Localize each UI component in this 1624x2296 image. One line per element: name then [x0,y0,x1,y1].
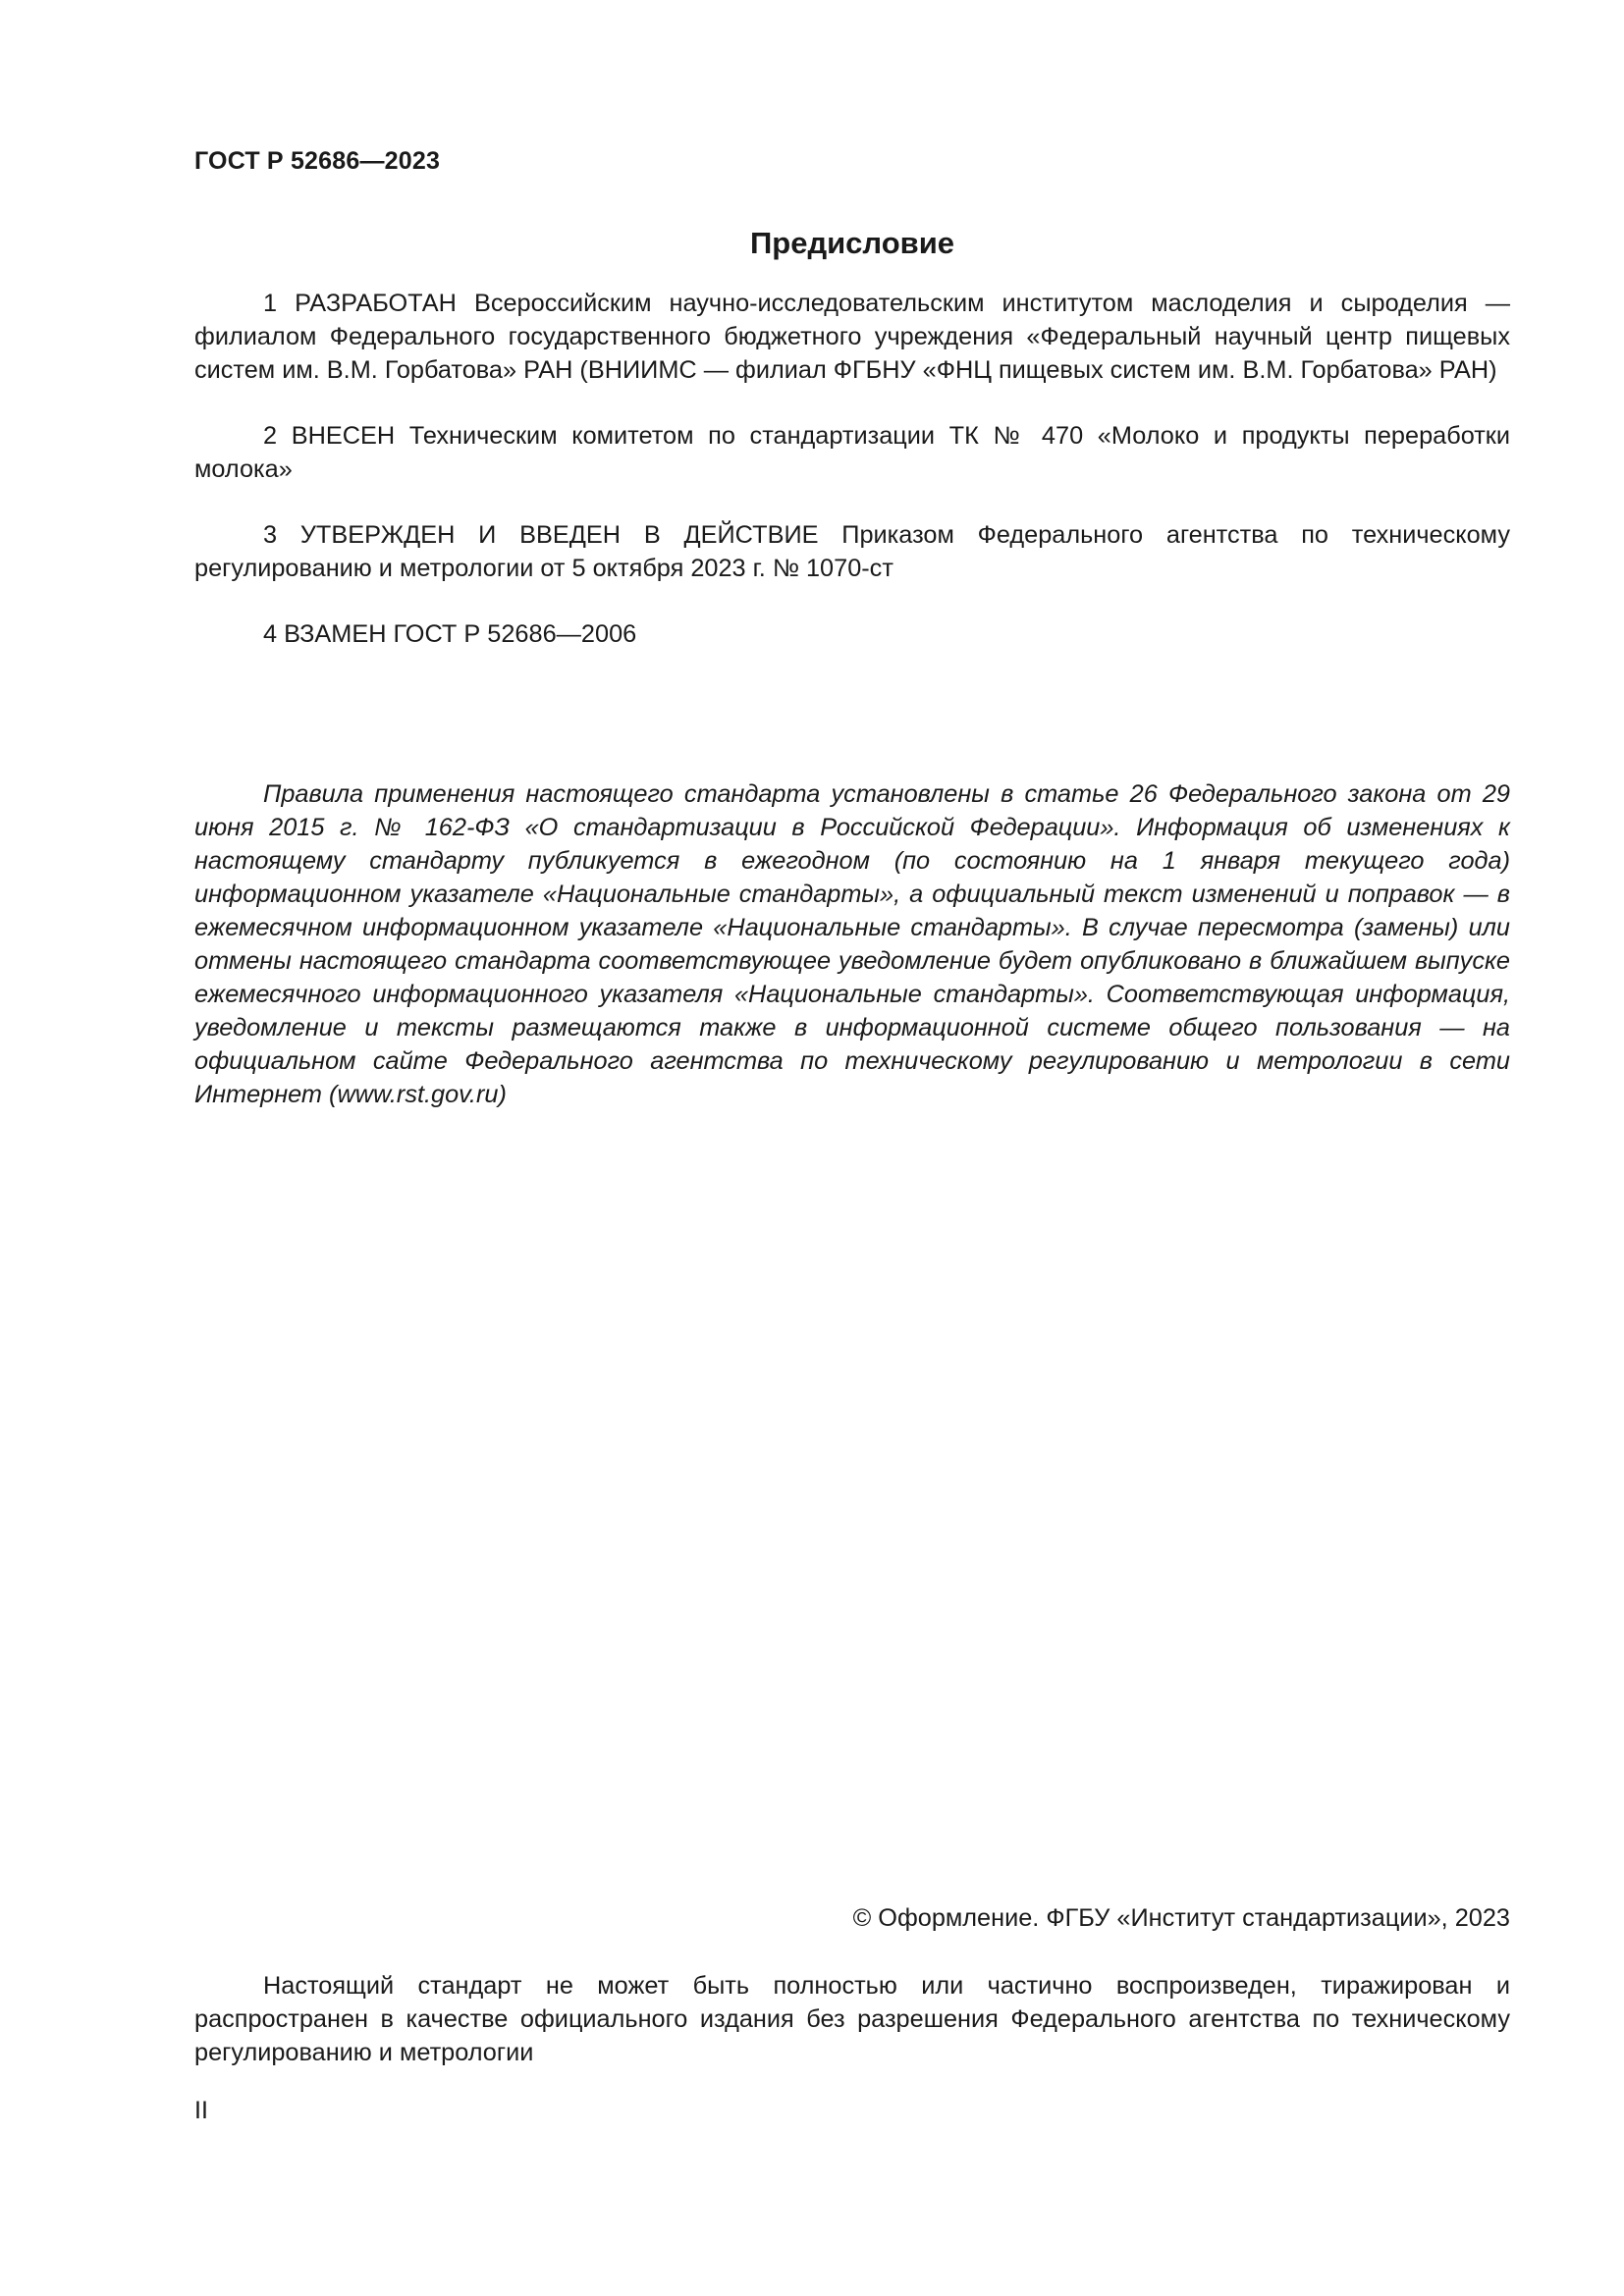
foreword-title: Предисловие [749,226,954,260]
foreword-item-introduced: 2 ВНЕСЕН Техническим комитетом по стандартизации ТК № 470 «Молоко и продукты переработки молока» [194,422,1510,483]
foreword-item-approved: 3 УТВЕРЖДЕН И ВВЕДЕН В ДЕЙСТВИЕ Приказом Федерального агентства по техническому регулированию и метрологии от 5 октября 2023 г. № 1070-ст [194,521,1510,582]
foreword-body [194,287,1510,651]
foreword-item-replaces: 4 ВЗАМЕН ГОСТ Р 52686—2006 [263,620,637,648]
reproduction-notice: Настоящий стандарт не может быть полностью или частично воспроизведен, тиражирован и распространен в качестве официального издания без разрешения Федерального агентства по техническому регулированию и метрологии [194,1972,1510,2066]
application-rules-notice: Правила применения настоящего стандарта установлены в статье 26 Федерального закона от 29 июня 2015 г. № 162-ФЗ «О стандартизации в Российской Федерации». Информация об изменениях к настоящему стандарту публикуется в ежегодном (по состоянию на 1 января текущего года) информационном указателе «Национальные стандарты», а официальный текст изменений и поправок — в ежемесячном информационном указателе «Национальные стандарты». В случае пересмотра (замены) или отмены настоящего стандарта соответствующее уведомление будет опубликовано в ближайшем выпуске ежемесячного информационного указателя «Национальные стандарты». Соответствующая информация, уведомление и тексты размещаются также в информационной системе общего пользования — на официальном сайте Федерального агентства по техническому регулированию и метрологии в сети Интернет (www.rst.gov.ru) [194,780,1510,1108]
copyright-line: © Оформление. ФГБУ «Институт стандартизации», 2023 [852,1904,1510,1932]
foreword-item-developed: 1 РАЗРАБОТАН Всероссийским научно-исследовательским институтом маслоделия и сыроделия — филиалом Федерального государственного бюджетного учреждения «Федеральный научный центр пищевых систем им. В.М. Горбатова» РАН (ВНИИМС — филиал ФГБНУ «ФНЦ пищевых систем им. В.М. Горбатова» РАН) [194,290,1510,384]
page-number: II [194,2097,208,2124]
document-code: ГОСТ Р 52686—2023 [194,147,441,175]
